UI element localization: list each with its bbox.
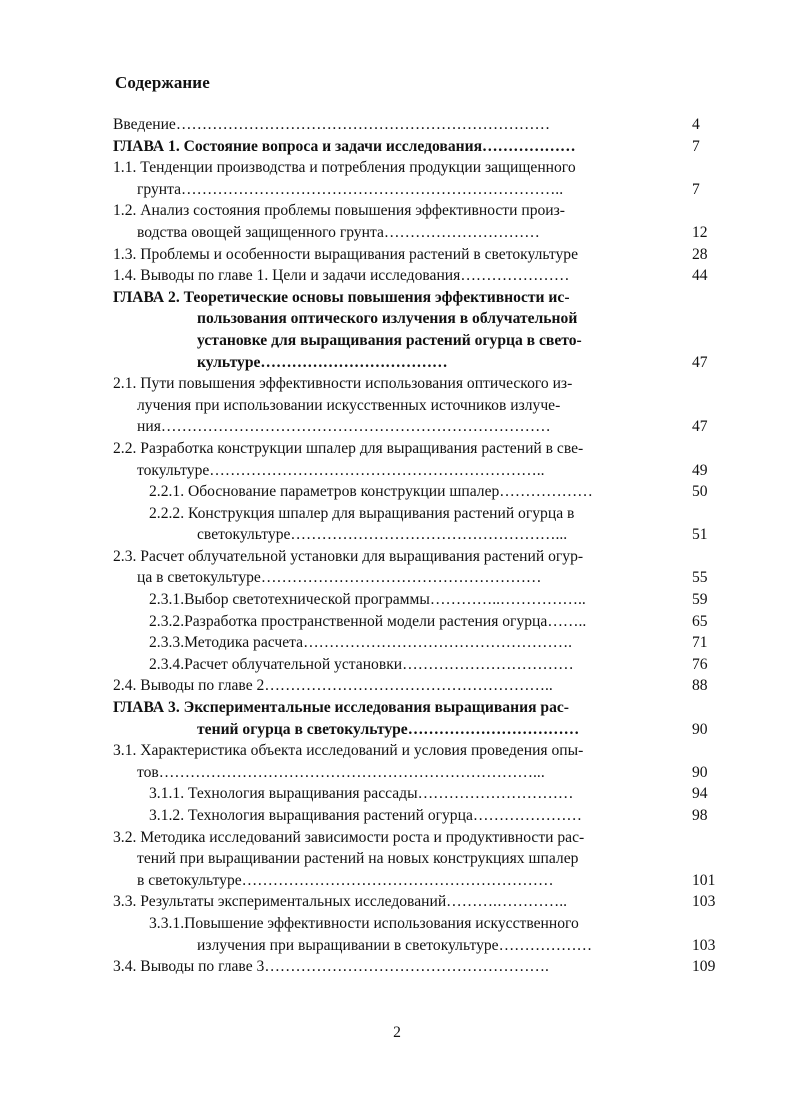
toc-entry-text: грунта……………………………………………………………….. xyxy=(137,180,564,198)
toc-entry-page: 51 xyxy=(692,526,708,544)
toc-entry-text: 2.2.2. Конструкция шпалер для выращивания растений огурца в xyxy=(149,504,575,522)
toc-entry-page: 88 xyxy=(692,677,708,695)
toc-entry-text: 3.3. Результаты экспериментальных исследований……….………….. xyxy=(113,893,568,911)
toc-entry-text: 2.2. Разработка конструкции шпалер для выращивания растений в све- xyxy=(113,439,584,457)
toc-entry xyxy=(113,136,728,158)
toc-entry-page: 47 xyxy=(692,418,708,436)
toc-entry-text: ния………………………………………………………………… xyxy=(137,418,551,436)
toc-entry xyxy=(113,546,728,589)
toc-entry-text: водства овощей защищенного грунта………………………… xyxy=(137,223,540,241)
toc-entry-text: культуре……………………………… xyxy=(197,353,448,371)
toc-entry-page: 44 xyxy=(692,267,708,285)
toc-entry xyxy=(113,740,728,783)
toc-entry-text: ГЛАВА 1. Состояние вопроса и задачи исследования……………… xyxy=(113,137,576,155)
toc-entry-page: 65 xyxy=(692,612,708,630)
toc-entry-page: 103 xyxy=(692,893,716,911)
toc-entry xyxy=(113,654,728,676)
toc-entry-page: 90 xyxy=(692,720,708,738)
toc-entry-text: 3.1.1. Технология выращивания рассады………………………… xyxy=(149,785,574,803)
toc-entry xyxy=(113,287,728,373)
toc-entry-page: 76 xyxy=(692,655,708,673)
toc-entry-page: 12 xyxy=(692,223,708,241)
toc-entry-page: 7 xyxy=(692,137,700,155)
toc-entry xyxy=(113,373,728,438)
page-number: 2 xyxy=(393,1024,401,1041)
toc-entry-text: 2.3.1.Выбор светотехнической программы…………..…………….. xyxy=(149,591,586,609)
toc-entry-page: 98 xyxy=(692,807,708,824)
toc-entry xyxy=(113,589,728,611)
toc-entry-text: 2.2.1. Обоснование параметров конструкции шпалер……………… xyxy=(149,483,593,501)
toc-entry-text: 2.3.4.Расчет облучательной установки…………………………… xyxy=(149,655,574,673)
toc-entry-page: 101 xyxy=(692,871,716,889)
toc-entry-text: пользования оптического излучения в облучательной xyxy=(197,310,578,328)
toc-entry xyxy=(113,805,728,827)
toc-entry-text: лучения при использовании искусственных источников излуче- xyxy=(137,396,561,414)
toc-entry-page: 94 xyxy=(692,785,708,803)
toc-entry xyxy=(113,827,728,892)
toc-entry xyxy=(113,675,728,697)
toc-entry-text: Введение……………………………………………………………… xyxy=(113,116,551,133)
toc-entry-page: 103 xyxy=(692,936,716,954)
toc-entry-text: токультуре……………………………………………………….. xyxy=(137,461,545,479)
toc-entry xyxy=(113,503,728,546)
toc-entry-text: светокультуре……………………………………………... xyxy=(197,526,568,544)
toc-entry-text: ГЛАВА 3. Экспериментальные исследования выращивания рас- xyxy=(113,699,569,717)
toc-entry-text: ца в светокультуре……………………………………………… xyxy=(137,569,542,587)
toc-entry-page: 71 xyxy=(692,634,708,652)
toc-entry-text: 1.2. Анализ состояния проблемы повышения эффективности произ- xyxy=(113,202,565,220)
toc-entry-page: 7 xyxy=(692,180,700,198)
toc-entry-text: тений огурца в светокультуре…………………………… xyxy=(197,720,580,738)
toc-entry-text: излучения при выращивании в светокультуре……………… xyxy=(197,936,593,954)
toc-entry xyxy=(113,611,728,633)
toc-entry xyxy=(113,913,728,956)
toc-entry xyxy=(113,244,728,266)
toc-entry-text: в светокультуре…………………………………………………… xyxy=(137,871,554,889)
toc-entry-text: 1.3. Проблемы и особенности выращивания растений в светокультуре xyxy=(113,245,579,263)
toc-entry xyxy=(113,481,728,503)
toc-entry-text: 1.1. Тенденции производства и потребления продукции защищенного xyxy=(113,159,576,177)
toc-entry-page: 47 xyxy=(692,353,708,371)
toc-entry xyxy=(113,200,728,243)
toc-entry-text: 2.1. Пути повышения эффективности использования оптического из- xyxy=(113,375,573,393)
toc-entry xyxy=(113,697,728,740)
toc-entry xyxy=(113,783,728,805)
toc-entry-text: 3.1.2. Технология выращивания растений огурца………………… xyxy=(149,807,583,824)
toc-entry-text: тений при выращивании растений на новых конструкциях шпалер xyxy=(137,850,579,868)
toc-entry xyxy=(113,114,728,136)
toc-entry xyxy=(113,632,728,654)
toc-entry-page: 4 xyxy=(692,116,700,133)
toc-entry-text: 3.1. Характеристика объекта исследований и условия проведения опы- xyxy=(113,742,584,760)
toc-entry-text: 2.3.2.Разработка пространственной модели растения огурца…….. xyxy=(149,612,587,630)
toc-entry-page: 50 xyxy=(692,483,708,501)
toc-entry-text: 2.3.3.Методика расчета……………………………………………. xyxy=(149,634,573,652)
toc-entry xyxy=(113,265,728,287)
toc-entry-page: 109 xyxy=(692,958,716,976)
toc-entry-text: установке для выращивания растений огурца в свето- xyxy=(197,331,582,349)
toc-entry-text: 2.3. Расчет облучательной установки для выращивания растений огур- xyxy=(113,547,584,565)
toc-entry-page: 28 xyxy=(692,245,708,263)
toc-entry xyxy=(113,157,728,200)
toc-entry-page: 55 xyxy=(692,569,708,587)
toc-entry-page: 59 xyxy=(692,591,708,609)
toc-entry-text: тов………………………………………………………………... xyxy=(137,763,545,781)
toc-entry-text: 3.4. Выводы по главе 3………………………………………………. xyxy=(113,958,549,976)
toc-entry-text: 3.3.1.Повышение эффективности использования искусственного xyxy=(149,914,579,932)
toc-entry xyxy=(113,891,728,913)
toc-entry xyxy=(113,438,728,481)
toc-entry-text: 1.4. Выводы по главе 1. Цели и задачи исследования………………… xyxy=(113,267,570,285)
toc-entry-page: 49 xyxy=(692,461,708,479)
toc-entry-text: 3.2. Методика исследований зависимости роста и продуктивности рас- xyxy=(113,828,585,846)
toc-title: Содержание xyxy=(115,73,210,92)
toc-entry-page: 90 xyxy=(692,763,708,781)
toc-entry-text: 2.4. Выводы по главе 2……………………………………………….. xyxy=(113,677,553,695)
table-of-contents xyxy=(113,114,728,978)
toc-entry-text: ГЛАВА 2. Теоретические основы повышения эффективности ис- xyxy=(113,288,570,306)
toc-entry xyxy=(113,956,728,978)
